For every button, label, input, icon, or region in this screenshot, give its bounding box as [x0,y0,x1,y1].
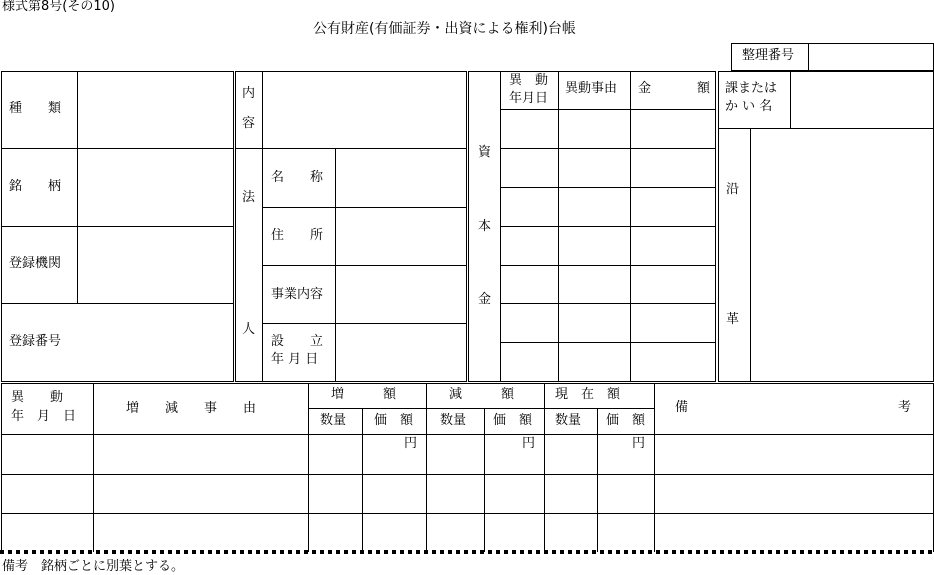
meishou-field[interactable] [336,149,466,207]
naiyou-char-1: 内 [242,86,256,101]
enkaku-field[interactable] [751,129,933,381]
footer-note: 備考 銘柄ごとに別葉とする。 [2,559,185,574]
zou-gaku-label: 増 額 [331,387,397,402]
shihonkin-char-3: 金 [478,292,492,307]
toroku-bango-label: 登録番号 [9,334,62,349]
enkaku-char-2: 革 [726,312,740,327]
shihonkin-idou-label-1: 異 動 [509,73,549,88]
shihonkin-idou-label-2: 年月日 [509,91,549,106]
genzai-gaku-label: 現 在 額 [555,387,621,402]
bikou-label: 備 考 [675,400,911,415]
shihonkin-kingaku-label: 金 額 [638,81,710,96]
zou-suuryou-label: 数量 [320,413,347,428]
gen-suuryou-label: 数量 [440,413,467,428]
zou-kagaku-label: 価 額 [374,413,414,428]
shihonkin-char-2: 本 [478,219,492,234]
torn-edge [0,550,934,554]
enkaku-char-1: 沿 [726,182,740,197]
genzai-kagaku-label: 価 額 [606,413,646,428]
shurui-label: 種 類 [9,101,62,116]
bottom-idou-label-1: 異 動 [11,390,64,405]
shihonkin-char-1: 資 [478,145,492,160]
zougen-jiyu-label: 増 減 事 由 [126,401,257,416]
gen-kagaku-label: 価 額 [493,413,533,428]
zou-yen-unit: 円 [404,436,418,451]
ka-field[interactable] [791,72,933,128]
toroku-kikan-field[interactable] [78,227,233,303]
seiri-bango-field[interactable] [809,44,933,70]
naiyou-char-2: 容 [242,116,256,131]
genzai-yen-unit: 円 [632,436,646,451]
houjin-char-1: 法 [242,190,256,205]
bottom-table-row[interactable] [2,475,933,513]
houjin-char-2: 人 [242,322,256,337]
naiyou-field[interactable] [263,72,466,148]
ledger-title: 公有財産(有価証券・出資による権利)台帳 [313,21,576,37]
setsuritsu-label-2: 年 月 日 [271,352,319,367]
gen-gaku-label: 減 額 [449,387,515,402]
bottom-table-row[interactable] [2,514,933,550]
seiri-bango-label: 整理番号 [742,48,795,63]
meishou-label: 名 称 [271,170,324,185]
setsuritsu-field[interactable] [336,324,466,381]
bottom-table-row[interactable] [2,435,933,474]
bottom-idou-label-2: 年 月 日 [11,409,77,424]
genzai-suuryou-label: 数量 [555,413,582,428]
shihonkin-idou-jiyu-label: 異動事由 [565,81,618,96]
meigara-field[interactable] [78,149,233,226]
ka-label-2: か い 名 [725,99,773,114]
jusho-field[interactable] [336,208,466,265]
setsuritsu-label-1: 設 立 [271,334,324,349]
jigyou-naiyou-field[interactable] [336,266,466,323]
toroku-kikan-label: 登録機関 [9,256,62,271]
meigara-label: 銘 柄 [9,179,62,194]
jigyou-naiyou-label: 事業内容 [271,287,324,302]
shurui-field[interactable] [78,72,233,148]
gen-yen-unit: 円 [522,436,536,451]
toroku-bango-field[interactable] [2,304,233,381]
jusho-label: 住 所 [271,228,324,243]
ka-label-1: 課または [725,81,778,96]
form-number: 様式第8号(その10) [2,0,115,14]
